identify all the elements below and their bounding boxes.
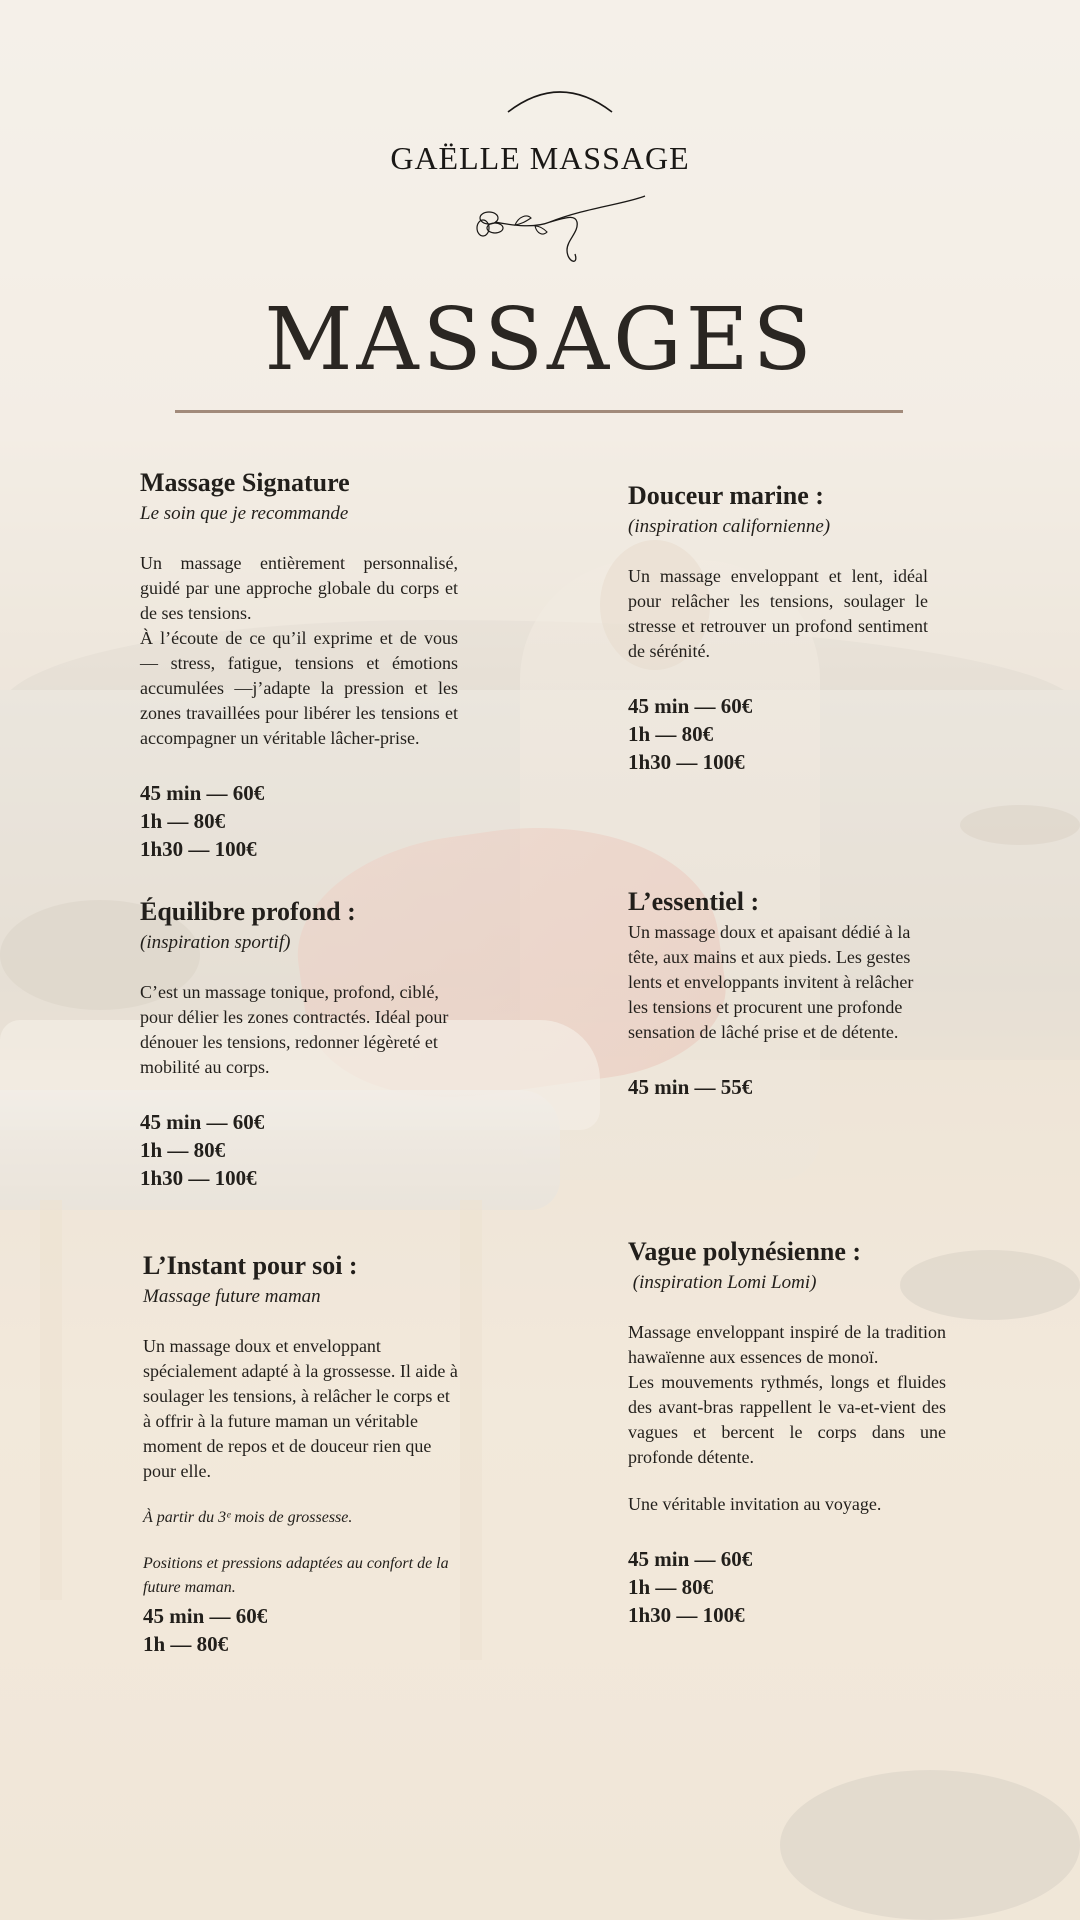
service-vague-polynesienne	[628, 1236, 946, 1629]
service-title: Massage Signature	[140, 468, 350, 497]
service-note: À partir du 3ᵉ mois de grossesse.	[143, 1509, 353, 1526]
service-description	[628, 1320, 946, 1517]
service-equilibre-profond	[140, 896, 458, 1192]
description-paragraph: Une véritable invitation au voyage.	[628, 1494, 882, 1514]
paragraph-gap	[628, 1470, 946, 1492]
service-title: Vague polynésienne :	[628, 1237, 862, 1266]
description-paragraph: Un massage doux et enveloppant spécialement adapté à la grossesse. Il aide à soulager les tensions, à relâcher le corps et à offrir à la future maman un véritable moment de repos et de douceur rien que pour elle.	[143, 1336, 458, 1481]
price-item: 45 min — 60€	[628, 694, 753, 718]
service-subtitle: (inspiration sportif)	[140, 932, 291, 953]
price-item: 1h — 80€	[140, 809, 226, 833]
price-item: 1h30 — 100€	[140, 1166, 257, 1190]
price-item: 1h — 80€	[628, 722, 714, 746]
service-description	[143, 1334, 458, 1484]
price-list	[140, 779, 458, 863]
service-title: L’essentiel :	[628, 887, 760, 916]
price-list	[628, 1073, 933, 1101]
service-title: L’Instant pour soi :	[143, 1251, 358, 1280]
service-description	[140, 551, 458, 751]
price-item: 1h — 80€	[628, 1575, 714, 1599]
price-list	[143, 1602, 458, 1658]
description-paragraph: Un massage doux et apaisant dédié à la tête, aux mains et aux pieds. Les gestes lents et enveloppants invitent à relâcher les tensions et procurent une profonde sensation de lâché prise et de détente.	[628, 922, 914, 1042]
service-description	[140, 980, 458, 1080]
service-title: Équilibre profond :	[140, 897, 356, 926]
price-list	[140, 1108, 458, 1192]
price-item: 1h30 — 100€	[628, 750, 745, 774]
service-subtitle: Le soin que je recommande	[140, 503, 349, 524]
service-l-essentiel	[628, 886, 933, 1101]
arc-ornament-icon	[505, 82, 615, 122]
price-item: 1h30 — 100€	[628, 1603, 745, 1627]
price-item: 1h — 80€	[140, 1138, 226, 1162]
price-item: 45 min — 55€	[628, 1075, 753, 1099]
service-subtitle: (inspiration californienne)	[628, 516, 831, 537]
service-description	[628, 564, 928, 664]
price-list	[628, 692, 928, 776]
page-title: MASSAGES	[264, 290, 816, 390]
price-item: 1h30 — 100€	[140, 837, 257, 861]
description-paragraph: Un massage entièrement personnalisé, guidé par une approche globale du corps et de ses tensions.	[140, 553, 458, 623]
description-paragraph: Les mouvements rythmés, longs et fluides des avant-bras rappellent le va-et-vient des vagues et bercent le corps dans une profonde détente.	[628, 1372, 946, 1467]
price-item: 45 min — 60€	[143, 1604, 268, 1628]
description-paragraph: À l’écoute de ce qu’il exprime et de vous — stress, fatigue, tensions et émotions accumulées —j’adapte la pression et les zones travaillées pour libérer les tensions et accompagner un véritable lâcher-prise.	[140, 628, 458, 748]
price-item: 1h — 80€	[143, 1632, 229, 1656]
price-item: 45 min — 60€	[628, 1547, 753, 1571]
description-paragraph: Massage enveloppant inspiré de la tradition hawaïenne aux essences de monoï.	[628, 1322, 946, 1367]
service-description	[628, 920, 933, 1045]
service-note: Positions et pressions adaptées au confort de la future maman.	[143, 1555, 449, 1596]
price-item: 45 min — 60€	[140, 781, 265, 805]
service-douceur-marine	[628, 480, 928, 776]
price-item: 45 min — 60€	[140, 1110, 265, 1134]
brand-name: GAËLLE MASSAGE	[390, 140, 690, 176]
description-paragraph: Un massage enveloppant et lent, idéal pour relâcher les tensions, soulager le stresse et retrouver un profond sentiment de sérénité.	[628, 566, 928, 661]
flower-ornament-icon	[475, 192, 655, 270]
price-list	[628, 1545, 946, 1629]
description-paragraph: C’est un massage tonique, profond, ciblé, pour délier les zones contractés. Idéal pour dénouer les tensions, redonner légèreté et mobilité au corps.	[140, 982, 449, 1077]
service-massage-signature	[140, 467, 458, 863]
service-title: Douceur marine :	[628, 481, 824, 510]
service-subtitle: (inspiration Lomi Lomi)	[628, 1272, 817, 1293]
service-subtitle: Massage future maman	[143, 1286, 321, 1307]
title-divider	[175, 410, 903, 413]
service-instant-pour-soi	[143, 1250, 458, 1658]
